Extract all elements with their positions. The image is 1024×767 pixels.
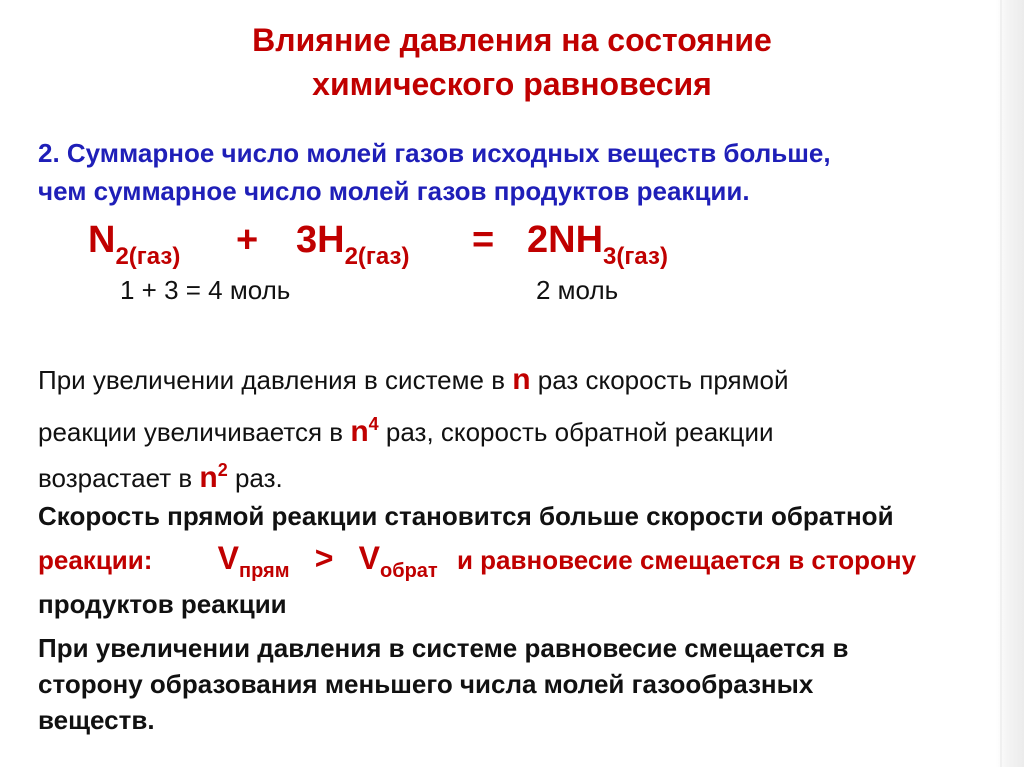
n-power-2 <box>199 461 227 494</box>
paragraph-line-1-end: раз скорость прямой <box>530 365 789 395</box>
rate-reverse <box>358 540 438 582</box>
equation-h2 <box>296 218 409 268</box>
paragraph-line-2-start: реакции увеличивается в <box>38 417 351 447</box>
equation-plus: + <box>236 219 259 261</box>
conclusion-line-2 <box>38 540 916 589</box>
conclusion-line-2-end: и равновесие смещается в сторону <box>456 545 917 575</box>
pressure-factor-n: n <box>512 363 531 396</box>
rule-line-1: При увеличении давления в системе равновесие смещается в <box>38 633 849 663</box>
equation-nh3-symbol: 2NH <box>527 219 604 261</box>
point-line-2: чем суммарное число молей газов продуктов реакции. <box>38 176 750 206</box>
rate-forward <box>217 540 290 582</box>
paragraph-line-3-start: возрастает в <box>38 463 200 493</box>
equation-n2 <box>88 218 180 268</box>
slide-title-line-1: Влияние давления на состояние <box>252 22 772 58</box>
paragraph-line-3 <box>38 452 283 496</box>
equation-equals: = <box>472 219 495 261</box>
paragraph-line-1 <box>38 362 788 398</box>
greater-than-sign: > <box>314 540 334 576</box>
rate-reverse-symbol: V <box>358 540 381 576</box>
n-power-2-exponent: 2 <box>217 460 228 480</box>
moles-left: 1 + 3 = 4 моль <box>120 275 291 305</box>
equation-nh3 <box>527 218 668 268</box>
slide-title-line-2: химического равновесия <box>312 66 712 102</box>
n-power-4-base: n <box>350 415 369 448</box>
rate-forward-symbol: V <box>217 540 240 576</box>
equation-nh3-subscript: 3(газ) <box>603 243 668 270</box>
conclusion-line-3: продуктов реакции <box>38 589 287 619</box>
equation-n2-symbol: N <box>88 219 116 261</box>
point-line-1: 2. Суммарное число молей газов исходных веществ больше, <box>38 138 831 168</box>
equation-h2-symbol: 3H <box>296 219 345 261</box>
rate-reverse-subscript: обрат <box>380 560 438 582</box>
moles-right: 2 моль <box>536 275 619 305</box>
rule-line-3: веществ. <box>38 705 155 735</box>
paragraph-line-1-start: При увеличении давления в системе в <box>38 365 513 395</box>
conclusion-reaction-label: реакции: <box>38 545 153 575</box>
paragraph-line-3-end: раз. <box>227 463 283 493</box>
n-power-4 <box>350 415 378 448</box>
equation-h2-subscript: 2(газ) <box>344 243 410 270</box>
slide-edge-decoration <box>996 0 1024 767</box>
conclusion-line-1: Скорость прямой реакции становится больше скорости обратной <box>38 501 894 531</box>
paragraph-line-2 <box>38 406 774 450</box>
rule-line-2: сторону образования меньшего числа молей газообразных <box>38 669 814 699</box>
rate-forward-subscript: прям <box>239 560 290 582</box>
paragraph-line-2-end: раз, скорость обратной реакции <box>378 417 774 447</box>
n-power-4-exponent: 4 <box>368 414 379 434</box>
slide-title <box>0 18 1024 106</box>
equation-n2-subscript: 2(газ) <box>115 243 181 270</box>
n-power-2-base: n <box>199 461 218 494</box>
